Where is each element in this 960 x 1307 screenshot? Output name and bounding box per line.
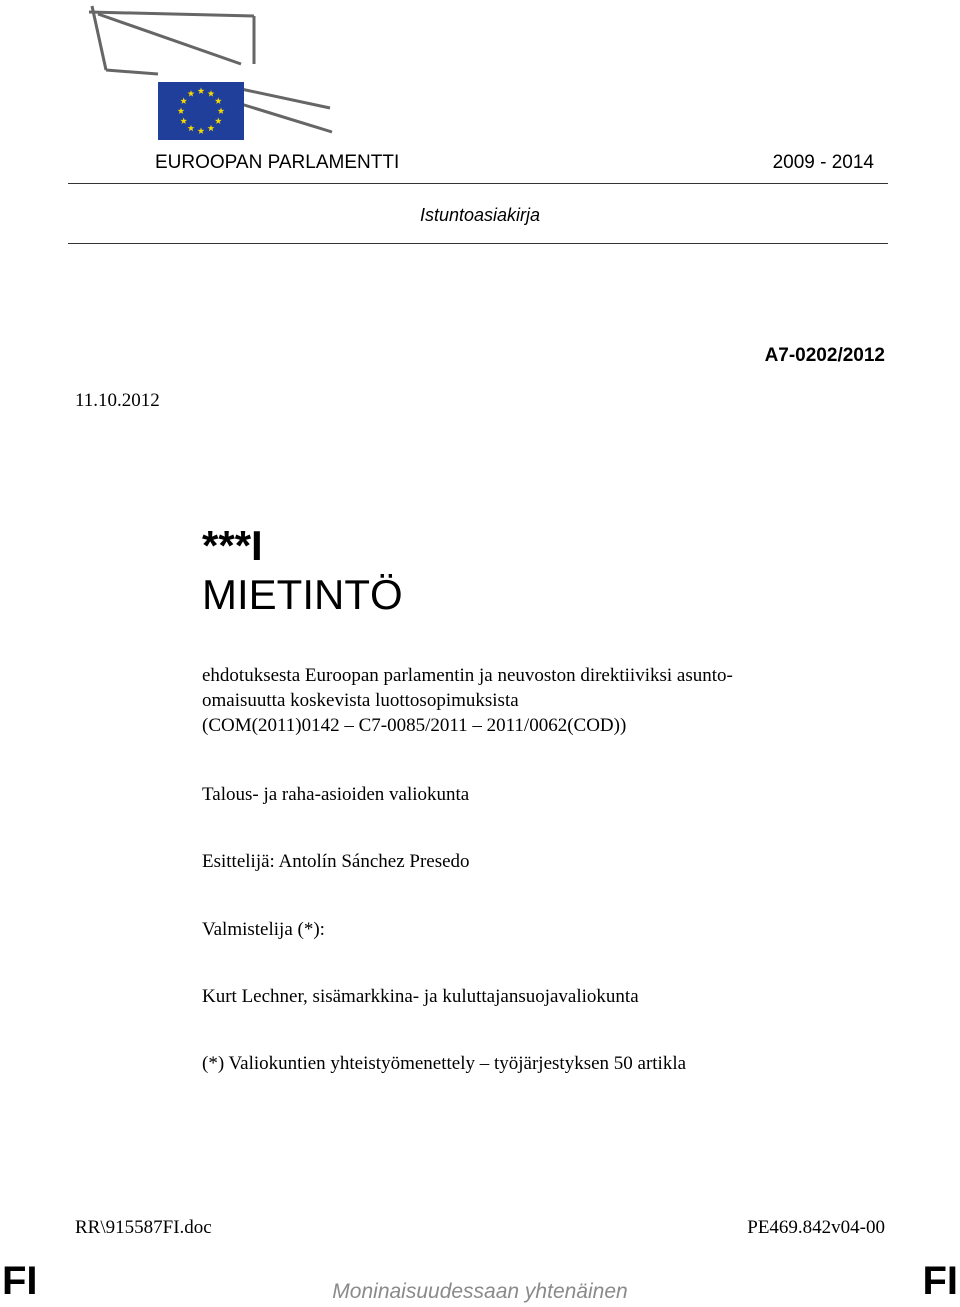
header-divider-bottom [68, 243, 888, 244]
draftsman: Kurt Lechner, sisämarkkina- ja kuluttajansuojavaliokunta [202, 986, 639, 1007]
procedure-mark: ***I [202, 522, 263, 569]
header-divider-top [68, 183, 888, 184]
document-date: 11.10.2012 [75, 390, 160, 411]
proposal-title-line: ehdotuksesta Euroopan parlamentin ja neuvoston direktiiviksi asunto- [202, 665, 733, 686]
parliamentary-term: 2009 - 2014 [772, 152, 874, 173]
language-code-left: FI [2, 1259, 38, 1303]
document-type: Istuntoasiakirja [419, 205, 541, 225]
eu-motto: Moninaisuudessaan yhtenäinen [332, 1280, 628, 1303]
european-parliament-logo [86, 4, 336, 140]
procedure-note: (*) Valiokuntien yhteistyömenettely – työjärjestyksen 50 artikla [202, 1053, 687, 1074]
procedure-references: (COM(2011)0142 – C7-0085/2011 – 2011/0062(COD)) [202, 715, 627, 736]
institution-name: EUROOPAN PARLAMENTTI [155, 152, 400, 173]
report-title: MIETINTÖ [202, 571, 403, 618]
document-reference: A7-0202/2012 [764, 345, 885, 366]
rapporteur: Esittelijä: Antolín Sánchez Presedo [202, 851, 470, 872]
file-name: RR\915587FI.doc [75, 1217, 212, 1238]
committee-name: Talous- ja raha-asioiden valiokunta [202, 784, 470, 805]
language-code-right: FI [922, 1259, 958, 1303]
proposal-title-line: omaisuutta koskevista luottosopimuksista [202, 690, 519, 711]
draftsman-label: Valmistelija (*): [202, 919, 325, 940]
pe-number: PE469.842v04-00 [747, 1217, 885, 1238]
